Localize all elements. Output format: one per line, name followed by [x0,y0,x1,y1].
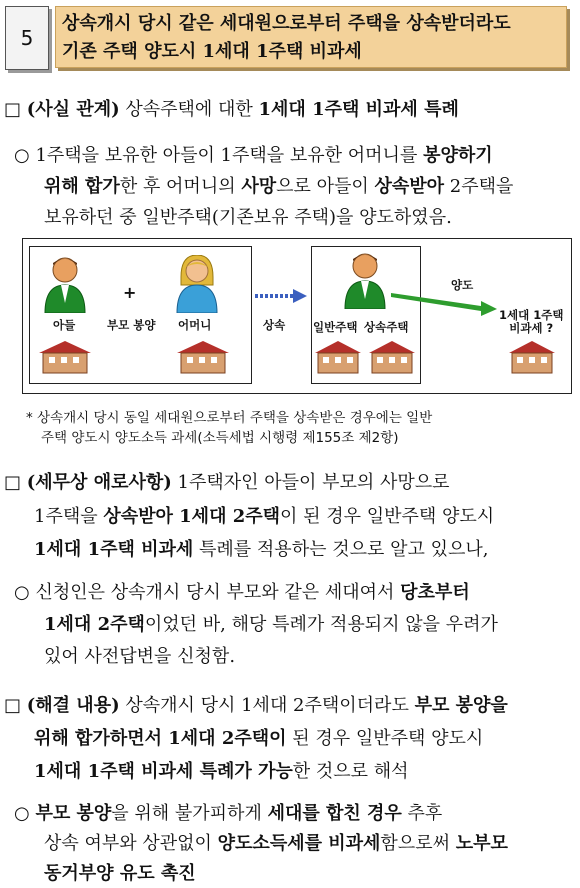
s1-heading-line: □ (사실 관계) 상속주택에 대한 1세대 1주택 비과세 특례 [4,99,459,120]
mother-person-icon [173,255,221,313]
son-house-icon [37,339,93,375]
s2-heading-line: □ (세무상 애로사항) 1주택자인 아들이 부모의 사망으로 [4,472,450,493]
s1-line-1: ○ 1주택을 보유한 아들이 1주택을 보유한 어머니를 봉양하기 [14,145,493,166]
son-label: 아들 [53,318,76,332]
inherited-house-label: 상속주택 [364,320,409,334]
checkbox-icon: □ [4,472,22,493]
inherited-house-icon [367,339,417,375]
title-line-2: 기존 주택 양도시 1세대 1주택 비과세 [62,41,362,62]
s3-line-5: 상속 여부와 상관없이 양도소득세를 비과세함으로써 노부모 [44,833,508,854]
bullet-icon: ○ [14,803,30,824]
mother-house-icon [175,339,231,375]
s1-line-3: 보유하던 중 일반주택(기존보유 주택)을 양도하였음. [44,207,452,228]
general-house-label: 일반주택 [313,320,358,334]
s3-line-2: 위해 합가하면서 1세대 2주택이 된 경우 일반주택 양도시 [34,728,484,749]
s3-line-6: 동거부양 유도 촉진 [44,863,196,884]
s2-line-4: ○ 신청인은 상속개시 당시 부모와 같은 세대여서 당초부터 [14,582,470,603]
result-label: 1세대 1주택 비과세 ? [499,308,564,335]
s3-line-4: ○ 부모 봉양을 위해 불가피하게 세대를 합친 경우 추후 [14,803,443,824]
transfer-arrow-icon [391,289,499,317]
s3-line-3: 1세대 1주택 비과세 특례가 가능한 것으로 해석 [34,761,409,782]
footnote-line-1: * 상속개시 당시 동일 세대원으로부터 주택을 상속받은 경우에는 일반 [26,410,433,426]
page-title [55,6,567,68]
s1-line-2: 위해 합가한 후 어머니의 사망으로 아들이 상속받아 2주택을 [44,176,514,197]
s2-line-6: 있어 사전답변을 신청함. [44,646,236,667]
s2-line-3: 1세대 1주택 비과세 특례를 적용하는 것으로 알고 있으나, [34,539,489,560]
case-diagram [22,238,572,394]
s2-line-2: 1주택을 상속받아 1세대 2주택이 된 경우 일반주택 양도시 [34,506,495,527]
bullet-icon: ○ [14,145,30,166]
general-house-icon [313,339,363,375]
footnote-line-2: 주택 양도시 양도소득 과세(소득세법 시행령 제155조 제2항) [41,430,399,446]
checkbox-icon: □ [4,99,22,120]
title-line-1: 상속개시 당시 같은 세대원으로부터 주택을 상속받더라도 [62,13,511,34]
sold-house-icon [507,339,557,375]
son-owner-icon [341,251,389,309]
inherit-arrow-icon [255,289,307,303]
mother-label: 어머니 [178,318,212,332]
checkbox-icon: □ [4,695,22,716]
inherit-label: 상속 [263,318,286,332]
plus-sign: + [123,283,137,302]
s3-heading-line: □ (해결 내용) 상속개시 당시 1세대 2주택이더라도 부모 봉양을 [4,695,508,716]
son-person-icon [41,255,89,313]
s2-line-5: 1세대 2주택이었던 바, 해당 특례가 적용되지 않을 우려가 [44,614,498,635]
header [5,6,571,70]
support-label: 부모 봉양 [107,318,156,332]
transfer-label: 양도 [451,278,474,292]
section-number: 5 [5,6,49,70]
bullet-icon: ○ [14,582,30,603]
